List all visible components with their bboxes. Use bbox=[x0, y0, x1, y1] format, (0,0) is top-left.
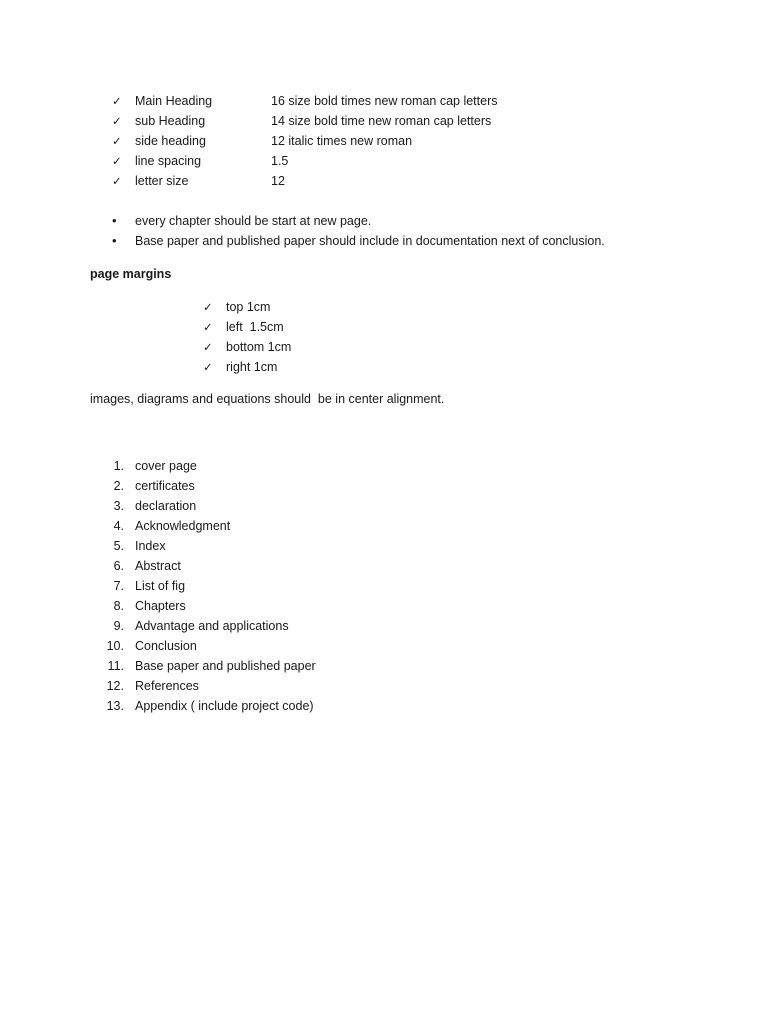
format-spec-item bbox=[0, 92, 768, 110]
item-label: Advantage and applications bbox=[135, 619, 289, 633]
note-item bbox=[0, 212, 768, 230]
note-item bbox=[0, 232, 768, 250]
contents-item bbox=[0, 497, 768, 515]
bullet-icon: • bbox=[112, 233, 117, 248]
contents-item bbox=[0, 477, 768, 495]
spec-value: 16 size bold times new roman cap letters bbox=[271, 94, 498, 108]
margin-item bbox=[0, 338, 768, 356]
bullet-icon: • bbox=[112, 213, 117, 228]
contents-item bbox=[0, 677, 768, 695]
item-number: 13. bbox=[106, 699, 124, 713]
item-number: 9. bbox=[113, 619, 124, 633]
contents-item bbox=[0, 657, 768, 675]
margin-item bbox=[0, 298, 768, 316]
item-label: Conclusion bbox=[135, 639, 197, 653]
check-icon: ✓ bbox=[203, 360, 213, 374]
item-number: 7. bbox=[113, 579, 124, 593]
item-label: cover page bbox=[135, 459, 197, 473]
contents-item bbox=[0, 457, 768, 475]
spec-value: 14 size bold time new roman cap letters bbox=[271, 114, 492, 128]
margin-item bbox=[0, 358, 768, 376]
item-label: Base paper and published paper bbox=[135, 659, 316, 673]
item-label: Abstract bbox=[135, 559, 181, 573]
item-number: 6. bbox=[113, 559, 124, 573]
alignment-note: images, diagrams and equations should be in center alignment. bbox=[90, 392, 445, 406]
item-label: Acknowledgment bbox=[135, 519, 231, 533]
format-spec-item bbox=[0, 132, 768, 150]
check-icon: ✓ bbox=[112, 114, 122, 128]
contents-item bbox=[0, 697, 768, 715]
format-spec-item bbox=[0, 172, 768, 190]
margin-text: left 1.5cm bbox=[226, 320, 284, 334]
contents-item bbox=[0, 597, 768, 615]
note-text: Base paper and published paper should include in documentation next of conclusion. bbox=[135, 234, 605, 248]
spec-label: sub Heading bbox=[135, 114, 206, 128]
contents-item bbox=[0, 557, 768, 575]
check-icon: ✓ bbox=[112, 174, 122, 188]
contents-item bbox=[0, 517, 768, 535]
format-spec-item bbox=[0, 112, 768, 130]
item-number: 12. bbox=[106, 679, 124, 693]
item-number: 8. bbox=[113, 599, 124, 613]
contents-item bbox=[0, 637, 768, 655]
margin-item bbox=[0, 318, 768, 336]
check-icon: ✓ bbox=[203, 340, 213, 354]
margin-text: bottom 1cm bbox=[226, 340, 292, 354]
item-label: declaration bbox=[135, 499, 197, 513]
spec-value: 12 italic times new roman bbox=[271, 134, 413, 148]
spec-value: 12 bbox=[271, 174, 285, 188]
item-label: List of fig bbox=[135, 579, 186, 593]
item-number: 3. bbox=[113, 499, 124, 513]
spec-label: letter size bbox=[135, 174, 189, 188]
spec-label: Main Heading bbox=[135, 94, 213, 108]
format-spec-item bbox=[0, 152, 768, 170]
item-number: 4. bbox=[113, 519, 124, 533]
item-number: 11. bbox=[107, 659, 124, 673]
item-number: 2. bbox=[113, 479, 124, 493]
contents-item bbox=[0, 577, 768, 595]
item-label: Chapters bbox=[135, 599, 186, 613]
margin-text: right 1cm bbox=[226, 360, 278, 374]
margins-heading: page margins bbox=[90, 267, 172, 281]
note-text: every chapter should be start at new page. bbox=[135, 214, 372, 228]
item-label: certificates bbox=[135, 479, 195, 493]
item-label: Index bbox=[135, 539, 166, 553]
item-label: Appendix ( include project code) bbox=[135, 699, 314, 713]
item-number: 1. bbox=[113, 459, 124, 473]
contents-item bbox=[0, 537, 768, 555]
item-label: References bbox=[135, 679, 199, 693]
item-number: 5. bbox=[113, 539, 124, 553]
spec-value: 1.5 bbox=[271, 154, 289, 168]
check-icon: ✓ bbox=[112, 134, 122, 148]
item-number: 10. bbox=[106, 639, 124, 653]
spec-label: line spacing bbox=[135, 154, 202, 168]
check-icon: ✓ bbox=[112, 94, 122, 108]
contents-item bbox=[0, 617, 768, 635]
margin-text: top 1cm bbox=[226, 300, 271, 314]
check-icon: ✓ bbox=[112, 154, 122, 168]
check-icon: ✓ bbox=[203, 300, 213, 314]
spec-label: side heading bbox=[135, 134, 206, 148]
check-icon: ✓ bbox=[203, 320, 213, 334]
